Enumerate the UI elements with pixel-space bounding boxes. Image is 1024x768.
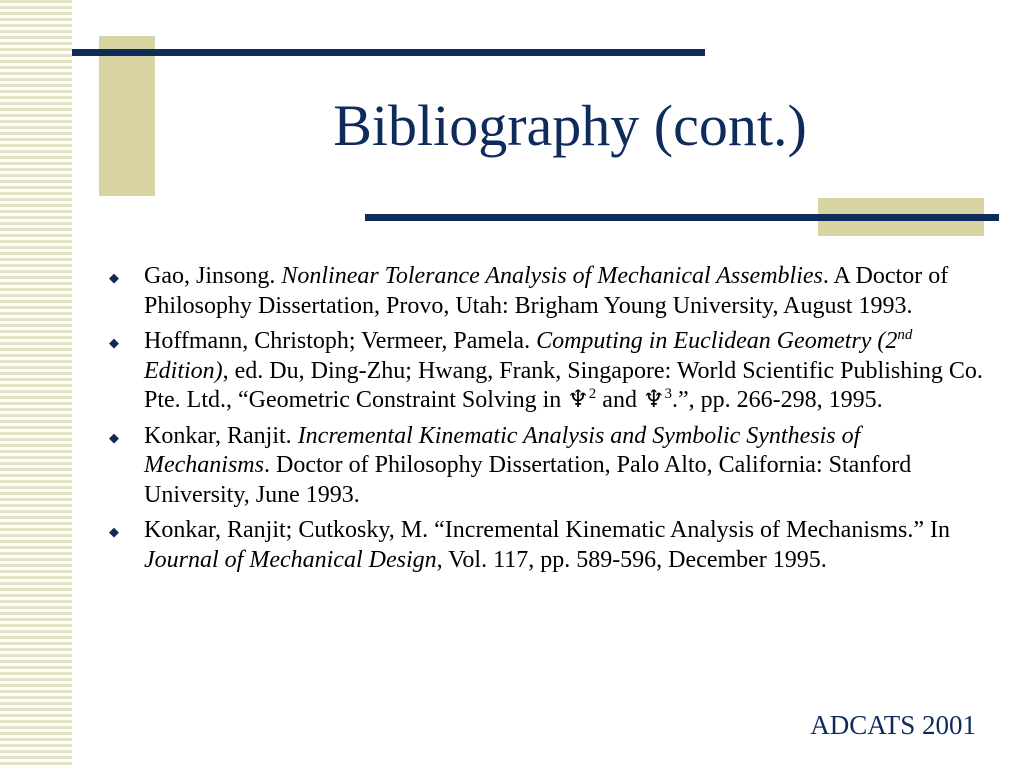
title-underline-rule: [365, 214, 999, 221]
entry-text: Konkar, Ranjit; Cutkosky, M. “Incremental Kinematic Analysis of Mechanisms.” In Journal of Mechanical Design, Vol. 117, pp. 589-596, December 1995.: [144, 517, 950, 573]
top-accent-block: [99, 36, 155, 196]
footer-label: ADCATS 2001: [810, 710, 976, 740]
entry-title: Nonlinear Tolerance Analysis of Mechanical Assemblies: [281, 263, 823, 289]
real-space-symbol-icon: ♆: [567, 387, 589, 413]
top-rule: [72, 49, 705, 56]
diamond-bullet-icon: ◆: [109, 335, 119, 350]
bibliography-entry-konkar-cutkosky: [104, 516, 984, 575]
entry-text: Konkar, Ranjit. Incremental Kinematic Analysis and Symbolic Synthesis of Mechanisms. Doctor of Philosophy Dissertation, Palo Alto, California: Stanford University, June 1993.: [144, 422, 912, 508]
entry-title: Computing in Euclidean Geometry (2nd Edition): [144, 327, 913, 384]
bibliography-list: [104, 262, 984, 581]
bibliography-entry-konkar: [104, 422, 984, 511]
diamond-bullet-icon: ◆: [109, 524, 119, 539]
entry-text: Gao, Jinsong. Nonlinear Tolerance Analysis of Mechanical Assemblies. A Doctor of Philosophy Dissertation, Provo, Utah: Brigham Young University, August 1993.: [144, 263, 949, 319]
real-space-symbol-icon: ♆: [642, 387, 665, 413]
left-stripe-decoration: [0, 0, 72, 768]
bibliography-entry-hoffmann: [104, 327, 984, 416]
entry-journal: Journal of Mechanical Design: [144, 546, 437, 573]
bibliography-entry-gao: [104, 262, 984, 321]
diamond-bullet-icon: ◆: [109, 429, 119, 445]
diamond-bullet-icon: ◆: [109, 270, 119, 285]
entry-title: Incremental Kinematic Analysis and Symbolic Synthesis of Mechanisms: [144, 422, 861, 478]
entry-text: Hoffmann, Christoph; Vermeer, Pamela. Computing in Euclidean Geometry (2nd Edition), ed. Du, Ding-Zhu; Hwang, Frank, Singapore: World Scientific Publishing Co. Pte. Ltd., “Geometric Constraint Solving in ♆$^2$ and ♆$^3$.”, pp. 266-298, 1995.: [144, 327, 983, 413]
slide-title: Bibliography (cont.): [333, 93, 807, 158]
